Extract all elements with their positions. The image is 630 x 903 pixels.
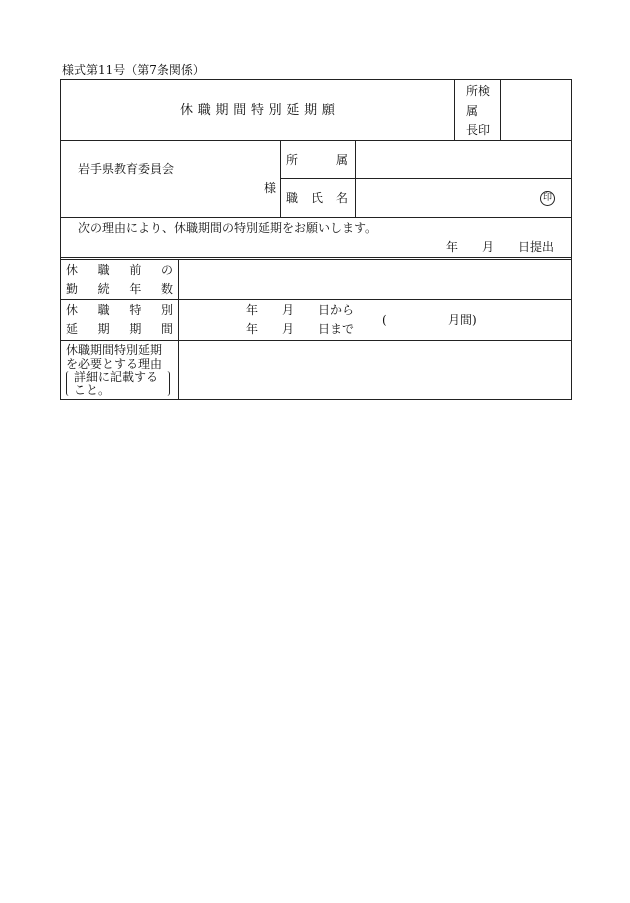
- approval-label-2: 属: [466, 104, 479, 118]
- date-year: 年: [446, 240, 459, 254]
- form-number: 様式第11号（第7条関係）: [62, 63, 205, 77]
- divider-statement: [60, 217, 572, 218]
- label-char: 休: [66, 303, 79, 317]
- to-day: 日まで: [318, 322, 355, 336]
- approval-label-1: 所検: [466, 84, 491, 98]
- prior-service-label-2: [66, 283, 173, 295]
- addressee-name: 岩手県教育委員会: [78, 162, 175, 176]
- reason-label-1: 休職期間特別延期: [66, 343, 163, 357]
- label-char: 職: [97, 303, 110, 317]
- date-month: 月: [482, 240, 495, 254]
- name-label: [286, 192, 348, 204]
- seal-mark: 印: [540, 191, 555, 206]
- addressee-suffix: 様: [264, 181, 277, 195]
- affiliation-field[interactable]: [356, 141, 571, 177]
- title-char: 期: [215, 103, 229, 118]
- label-char: 前: [129, 263, 142, 277]
- from-year: 年: [246, 303, 259, 317]
- reason-label-2: を必要とする理由: [66, 357, 163, 371]
- label-char: 期: [129, 322, 142, 336]
- label-char: 職: [97, 263, 110, 277]
- label-char: 勤: [66, 282, 79, 296]
- left-border: [60, 79, 61, 400]
- label-char: の: [160, 263, 173, 277]
- title-char: 願: [321, 103, 335, 118]
- label-char: 間: [160, 322, 173, 336]
- extension-label-2: [66, 323, 173, 335]
- table-row-divider-1: [60, 299, 572, 300]
- label-char: 特: [129, 303, 142, 317]
- double-line-top: [60, 257, 572, 258]
- affiliation-label: [286, 154, 348, 166]
- request-statement: 次の理由により、休職期間の特別延期をお願いします。: [78, 221, 378, 235]
- label-char: 続: [97, 282, 110, 296]
- affiliation-char: 所: [286, 153, 299, 167]
- months-open-paren: (: [382, 313, 387, 327]
- table-bottom-border: [60, 399, 572, 400]
- from-day: 日から: [318, 303, 355, 317]
- label-char: 延: [66, 322, 79, 336]
- approval-seal-box[interactable]: [501, 80, 571, 139]
- title-char: 別: [268, 103, 282, 118]
- label-char: 年: [129, 282, 142, 296]
- reason-note-2: こと。: [74, 383, 111, 397]
- extension-label-1: [66, 304, 173, 316]
- name-char: 職: [286, 191, 299, 205]
- months-label: 月間): [448, 313, 477, 327]
- affiliation-char: 属: [335, 153, 348, 167]
- form-title: [180, 104, 335, 117]
- label-char: 別: [160, 303, 173, 317]
- title-char: 職: [197, 103, 211, 118]
- to-month: 月: [282, 322, 295, 336]
- title-char: 期: [304, 103, 318, 118]
- date-day: 日提出: [518, 240, 555, 254]
- label-char: 期: [97, 322, 110, 336]
- prior-service-label-1: [66, 264, 173, 276]
- title-char: 間: [233, 103, 247, 118]
- title-char: 特: [250, 103, 264, 118]
- title-char: 休: [180, 103, 194, 118]
- prior-service-field[interactable]: [179, 260, 571, 298]
- name-field[interactable]: [356, 179, 534, 216]
- right-border: [571, 79, 572, 400]
- approval-left-border: [454, 79, 455, 140]
- label-char: 休: [66, 263, 79, 277]
- reason-field[interactable]: [179, 341, 571, 398]
- top-border: [60, 79, 572, 80]
- name-char: 氏: [310, 191, 323, 205]
- label-char: 数: [160, 282, 173, 296]
- from-month: 月: [282, 303, 295, 317]
- to-year: 年: [246, 322, 259, 336]
- name-char: 名: [335, 191, 348, 205]
- approval-label-3: 長印: [466, 123, 491, 137]
- reason-note-1: 詳細に記載する: [74, 370, 159, 384]
- title-char: 延: [286, 103, 300, 118]
